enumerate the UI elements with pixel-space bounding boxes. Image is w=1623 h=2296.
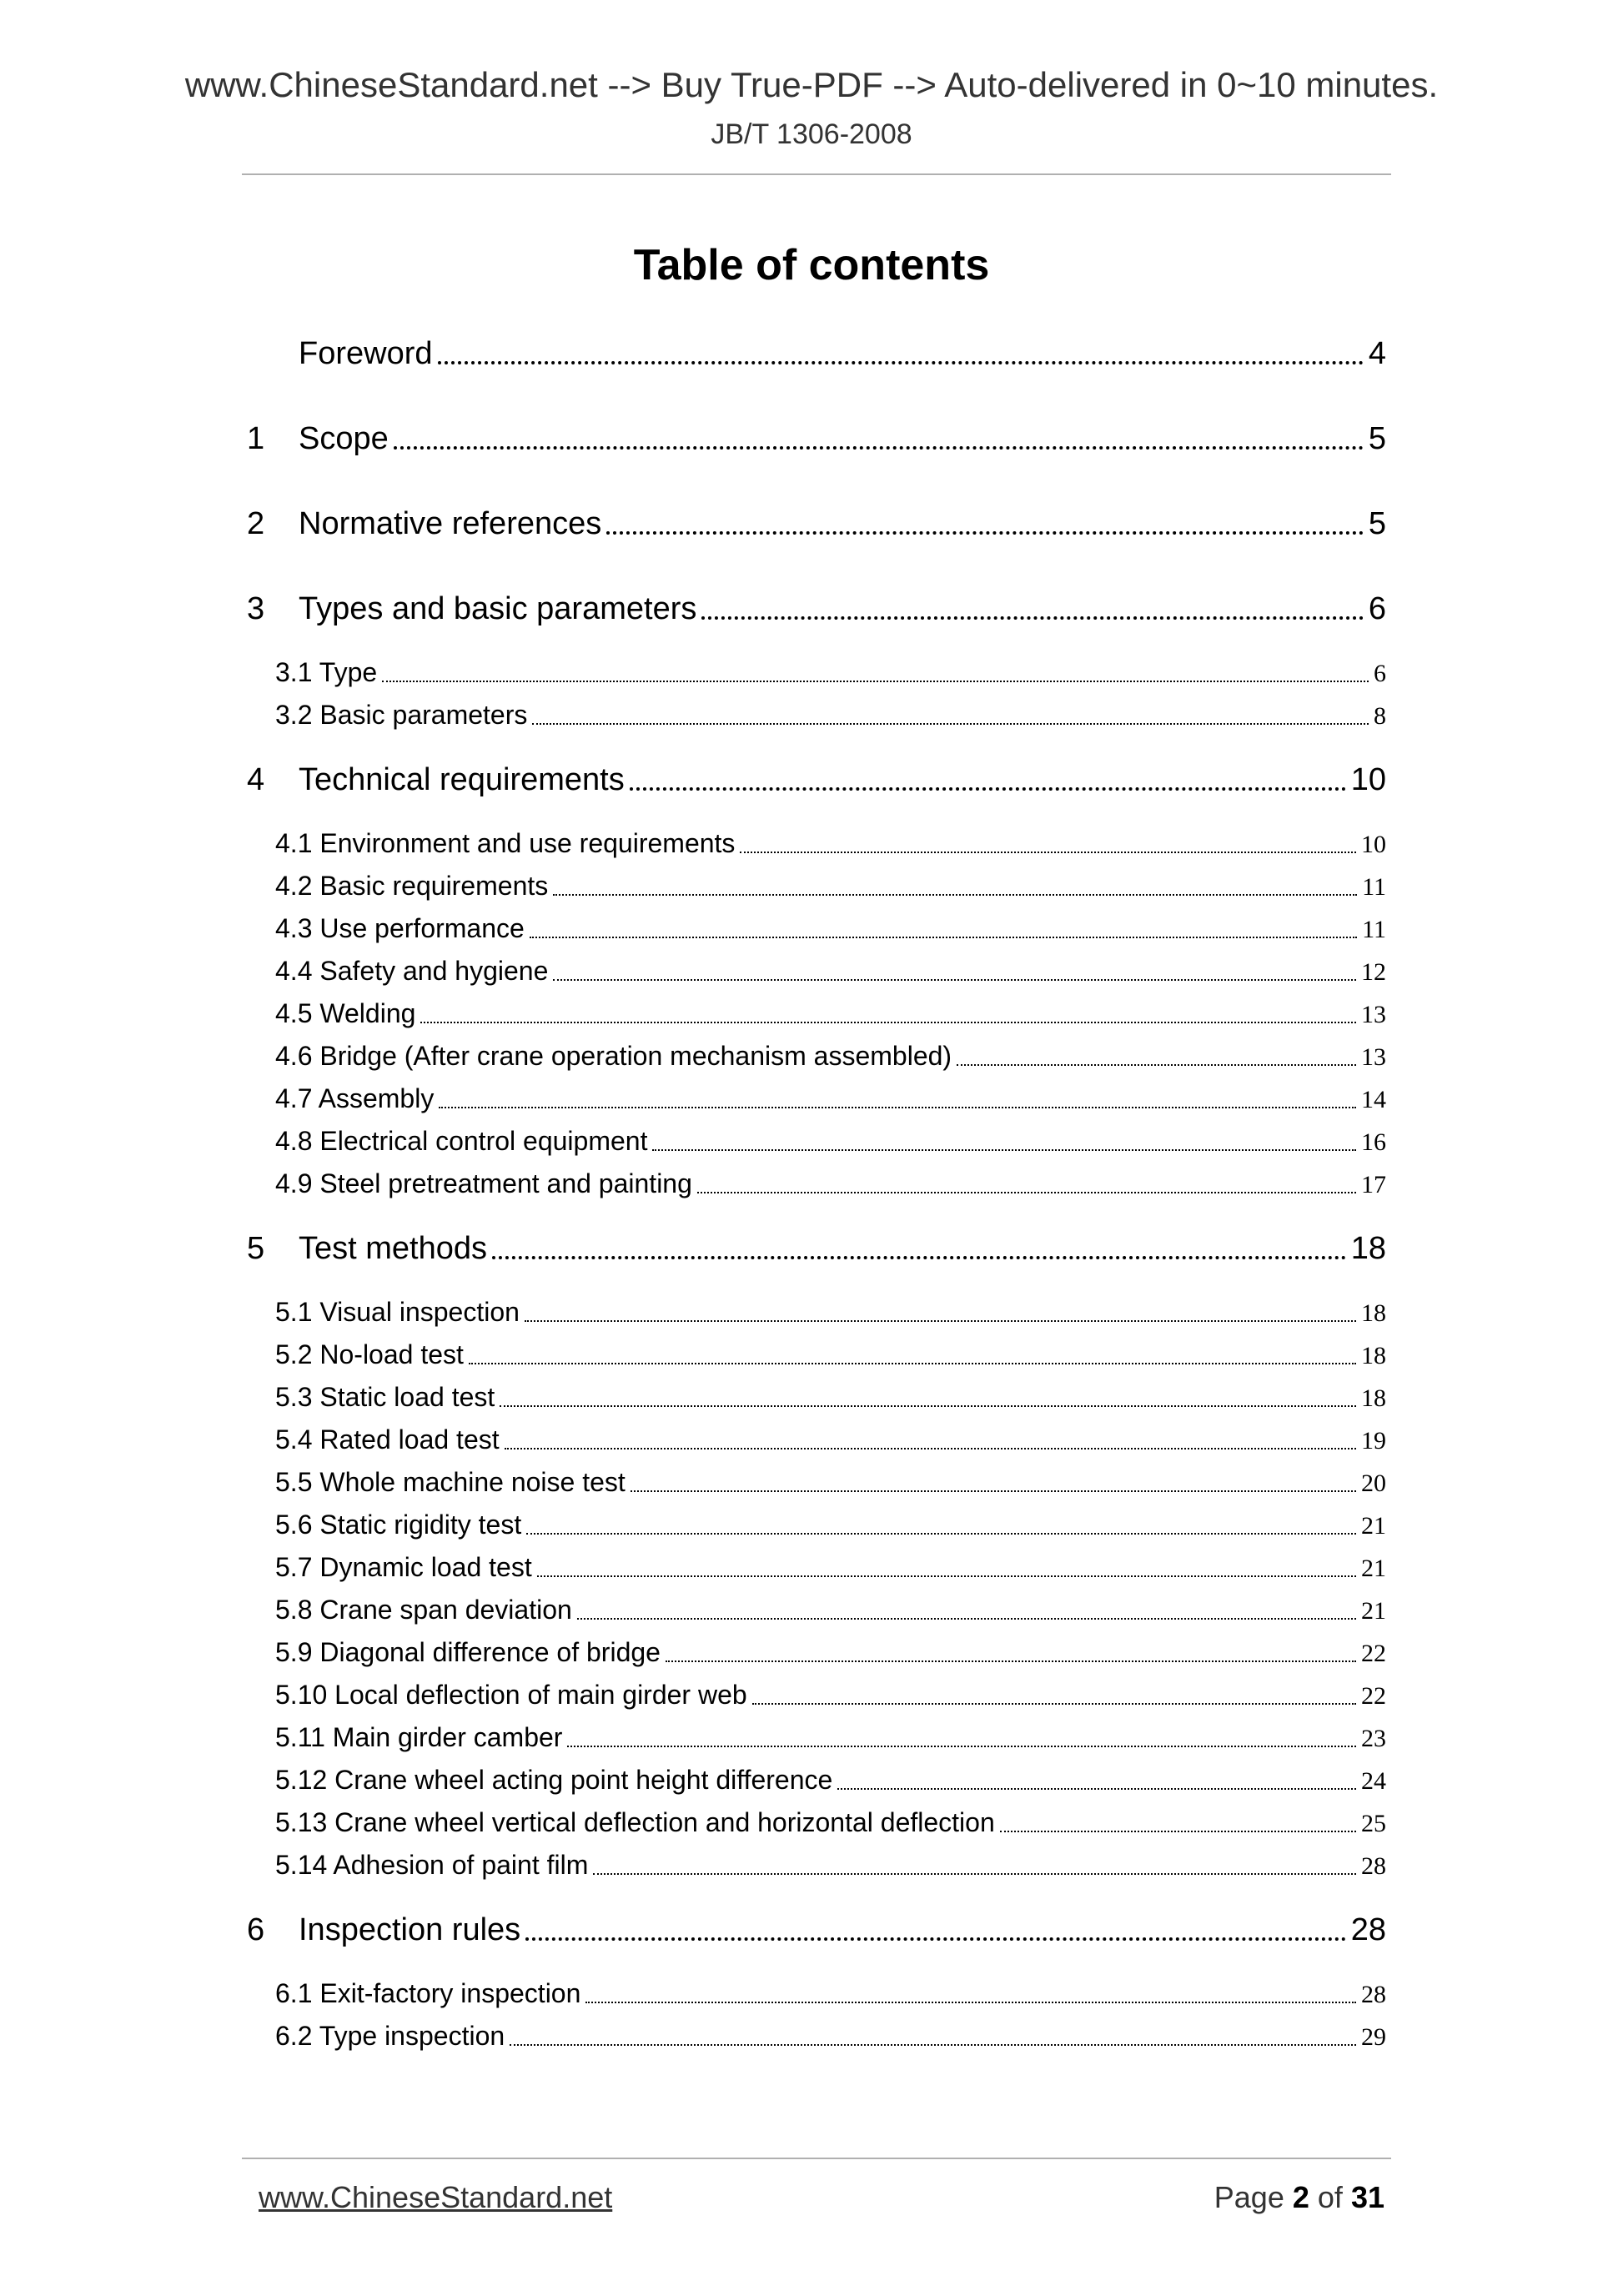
toc-entry-label: 6.1 Exit-factory inspection bbox=[275, 1978, 581, 2008]
toc-entry[interactable] bbox=[247, 1912, 1386, 1948]
toc-leader-dots bbox=[701, 616, 1364, 620]
toc-leader-dots bbox=[492, 1256, 1346, 1259]
toc-leader-dots bbox=[525, 1320, 1356, 1322]
toc-leader-dots bbox=[567, 1746, 1356, 1747]
toc-entry-label: 4.7 Assembly bbox=[275, 1083, 435, 1113]
toc-subentry[interactable] bbox=[275, 1041, 1386, 1072]
footer-link[interactable]: www.ChineseStandard.net bbox=[259, 2180, 613, 2214]
toc-leader-dots bbox=[420, 1022, 1356, 1023]
toc-entry-page: 23 bbox=[1361, 1725, 1386, 1752]
toc-entry-number: 5 bbox=[247, 1231, 265, 1266]
toc-subentry[interactable] bbox=[275, 1126, 1386, 1157]
toc-entry-page: 16 bbox=[1361, 1128, 1386, 1156]
toc-entry-label: 5.10 Local deflection of main girder web bbox=[275, 1680, 747, 1710]
toc-entry-label: 3.2 Basic parameters bbox=[275, 700, 528, 730]
toc-leader-dots bbox=[740, 852, 1356, 853]
toc-entry-label: 5.3 Static load test bbox=[275, 1382, 495, 1412]
toc-entry-label: Types and basic parameters bbox=[299, 591, 697, 626]
toc-entry-label: 4.4 Safety and hygiene bbox=[275, 956, 549, 986]
toc-entry-label: 5.8 Crane span deviation bbox=[275, 1595, 572, 1625]
toc-entry-label: Technical requirements bbox=[299, 762, 625, 797]
page-indicator bbox=[1214, 2180, 1384, 2215]
toc-subentry[interactable] bbox=[275, 2021, 1386, 2052]
toc-entry-label: 4.1 Environment and use requirements bbox=[275, 828, 736, 858]
toc-entry-page: 18 bbox=[1361, 1342, 1386, 1369]
toc-entry-page: 21 bbox=[1361, 1512, 1386, 1540]
toc-entry-page: 28 bbox=[1361, 1852, 1386, 1880]
toc-entry-page: 6 bbox=[1374, 660, 1386, 687]
toc-entry-page: 24 bbox=[1361, 1767, 1386, 1795]
toc-leader-dots bbox=[530, 937, 1357, 938]
toc-entry-label: 5.12 Crane wheel acting point height difference bbox=[275, 1765, 833, 1795]
toc-entry[interactable] bbox=[247, 762, 1386, 798]
toc-entry-page: 12 bbox=[1361, 958, 1386, 986]
toc-entry[interactable] bbox=[247, 421, 1386, 457]
toc-leader-dots bbox=[469, 1363, 1356, 1364]
toc-entry-page: 18 bbox=[1361, 1384, 1386, 1412]
toc-leader-dots bbox=[526, 1533, 1356, 1535]
toc-entry-page: 21 bbox=[1361, 1555, 1386, 1582]
toc-leader-dots bbox=[553, 979, 1356, 981]
page-word: Page bbox=[1213, 2180, 1284, 2214]
toc-leader-dots bbox=[666, 1660, 1356, 1662]
toc-leader-dots bbox=[438, 361, 1364, 364]
toc-entry-label: Inspection rules bbox=[299, 1912, 521, 1947]
toc-entry-label: 4.8 Electrical control equipment bbox=[275, 1126, 648, 1156]
toc-entry-page: 5 bbox=[1368, 506, 1386, 541]
toc-entry[interactable] bbox=[247, 1231, 1386, 1267]
toc-entry-page: 22 bbox=[1361, 1640, 1386, 1667]
toc-leader-dots bbox=[630, 787, 1346, 791]
toc-entry[interactable] bbox=[247, 591, 1386, 627]
toc-subentry[interactable] bbox=[275, 1978, 1386, 2009]
toc-subentry[interactable] bbox=[275, 913, 1386, 944]
toc-entry-page: 22 bbox=[1361, 1682, 1386, 1710]
page-total: 31 bbox=[1350, 2180, 1384, 2214]
toc-subentry[interactable] bbox=[275, 1168, 1386, 1199]
toc-entry-number: 3 bbox=[247, 591, 265, 626]
toc-leader-dots bbox=[537, 1575, 1356, 1577]
toc-entry-label: Test methods bbox=[299, 1231, 487, 1266]
toc-entry-page: 8 bbox=[1374, 702, 1386, 730]
toc-entry-page: 10 bbox=[1350, 762, 1386, 797]
toc-entry-label: 5.13 Crane wheel vertical deflection and horizontal deflection bbox=[275, 1807, 995, 1837]
toc-entry-page: 6 bbox=[1368, 591, 1386, 626]
toc-leader-dots bbox=[510, 2044, 1356, 2046]
toc-subentry[interactable] bbox=[275, 700, 1386, 731]
toc-subentry[interactable] bbox=[275, 956, 1386, 987]
toc-subentry[interactable] bbox=[275, 1850, 1386, 1881]
toc-entry-label: 5.9 Diagonal difference of bridge bbox=[275, 1637, 661, 1667]
toc-entry-page: 4 bbox=[1368, 336, 1386, 371]
toc-subentry[interactable] bbox=[275, 1552, 1386, 1583]
toc-entry[interactable] bbox=[247, 336, 1386, 372]
toc-entry-page: 14 bbox=[1361, 1086, 1386, 1113]
toc-entry-page: 29 bbox=[1361, 2023, 1386, 2051]
toc-entry-label: 5.7 Dynamic load test bbox=[275, 1552, 532, 1582]
toc-subentry[interactable] bbox=[275, 1595, 1386, 1625]
toc-entry-label: 4.3 Use performance bbox=[275, 913, 525, 943]
toc-entry-label: 5.4 Rated load test bbox=[275, 1424, 500, 1454]
toc-subentry[interactable] bbox=[275, 1339, 1386, 1370]
toc-leader-dots bbox=[382, 681, 1369, 682]
toc-entry[interactable] bbox=[247, 506, 1386, 542]
toc-entry-label: 4.5 Welding bbox=[275, 998, 416, 1028]
toc-leader-dots bbox=[553, 894, 1357, 896]
toc-leader-dots bbox=[1000, 1831, 1356, 1832]
toc-entry-page: 28 bbox=[1361, 1981, 1386, 2008]
toc-leader-dots bbox=[837, 1788, 1356, 1790]
toc-subentry[interactable] bbox=[275, 1382, 1386, 1413]
toc-entry-label: 4.2 Basic requirements bbox=[275, 871, 549, 901]
page-title: Table of contents bbox=[633, 241, 990, 289]
footer-divider bbox=[242, 2158, 1391, 2159]
toc-leader-dots bbox=[505, 1448, 1356, 1449]
toc-entry-page: 18 bbox=[1361, 1299, 1386, 1327]
toc-entry-label: 4.6 Bridge (After crane operation mechanism assembled) bbox=[275, 1041, 952, 1071]
toc-leader-dots bbox=[500, 1405, 1356, 1407]
toc-entry-number: 6 bbox=[247, 1912, 265, 1947]
toc-entry-page: 13 bbox=[1361, 1001, 1386, 1028]
toc-entry-page: 11 bbox=[1362, 916, 1386, 943]
toc-entry-label: 6.2 Type inspection bbox=[275, 2021, 505, 2051]
toc-entry-page: 18 bbox=[1350, 1231, 1386, 1266]
toc-leader-dots bbox=[532, 723, 1369, 725]
toc-subentry[interactable] bbox=[275, 1765, 1386, 1796]
toc-subentry[interactable] bbox=[275, 828, 1386, 859]
toc-entry-label: Scope bbox=[299, 421, 389, 456]
toc-entry-label: 3.1 Type bbox=[275, 657, 378, 687]
toc-leader-dots bbox=[697, 1192, 1356, 1193]
toc-entry-label: 5.14 Adhesion of paint film bbox=[275, 1850, 589, 1880]
header-banner: www.ChineseStandard.net --> Buy True-PDF --> Auto-delivered in 0~10 minutes. bbox=[184, 65, 1439, 104]
page-current: 2 bbox=[1292, 2180, 1309, 2214]
toc-leader-dots bbox=[525, 1937, 1346, 1941]
toc-entry-page: 21 bbox=[1361, 1597, 1386, 1625]
toc-entry-page: 11 bbox=[1362, 873, 1386, 901]
toc-entry-label: 5.1 Visual inspection bbox=[275, 1297, 520, 1327]
toc-leader-dots bbox=[439, 1107, 1356, 1108]
toc-entry-page: 10 bbox=[1361, 831, 1386, 858]
toc-entry-page: 5 bbox=[1368, 421, 1386, 456]
toc-entry-page: 25 bbox=[1361, 1810, 1386, 1837]
toc-leader-dots bbox=[631, 1490, 1356, 1492]
toc-entry-number: 1 bbox=[247, 421, 265, 456]
standard-code: JB/T 1306-2008 bbox=[711, 118, 912, 150]
toc-subentry[interactable] bbox=[275, 657, 1386, 688]
toc-subentry[interactable] bbox=[275, 1083, 1386, 1114]
page-of: of bbox=[1317, 2180, 1343, 2214]
toc-subentry[interactable] bbox=[275, 1297, 1386, 1328]
toc-entry-number: 4 bbox=[247, 762, 265, 797]
toc-leader-dots bbox=[394, 446, 1364, 450]
toc-entry-number: 2 bbox=[247, 506, 265, 541]
toc-subentry[interactable] bbox=[275, 998, 1386, 1029]
toc-subentry[interactable] bbox=[275, 1680, 1386, 1711]
toc-subentry[interactable] bbox=[275, 1637, 1386, 1668]
toc-leader-dots bbox=[652, 1149, 1356, 1151]
toc-leader-dots bbox=[585, 2002, 1356, 2003]
toc-entry-label: 5.5 Whole machine noise test bbox=[275, 1467, 626, 1497]
toc-leader-dots bbox=[957, 1064, 1356, 1066]
toc-subentry[interactable] bbox=[275, 1510, 1386, 1540]
toc-entry-page: 13 bbox=[1361, 1043, 1386, 1071]
toc-entry-page: 28 bbox=[1350, 1912, 1386, 1947]
toc-leader-dots bbox=[606, 531, 1364, 535]
toc-subentry[interactable] bbox=[275, 1424, 1386, 1455]
toc-leader-dots bbox=[752, 1703, 1356, 1705]
toc-leader-dots bbox=[577, 1618, 1356, 1620]
toc-leader-dots bbox=[593, 1873, 1356, 1875]
toc-entry-label: 5.2 No-load test bbox=[275, 1339, 464, 1369]
toc-entry-label: 4.9 Steel pretreatment and painting bbox=[275, 1168, 692, 1198]
toc-entry-label: 5.11 Main girder camber bbox=[275, 1722, 563, 1752]
toc-entry-label: 5.6 Static rigidity test bbox=[275, 1510, 522, 1540]
toc-entry-label: Foreword bbox=[299, 336, 433, 371]
toc-entry-page: 20 bbox=[1361, 1470, 1386, 1497]
toc-subentry[interactable] bbox=[275, 871, 1386, 902]
toc-subentry[interactable] bbox=[275, 1722, 1386, 1753]
toc-subentry[interactable] bbox=[275, 1467, 1386, 1498]
toc-entry-page: 17 bbox=[1361, 1171, 1386, 1198]
toc-entry-page: 19 bbox=[1361, 1427, 1386, 1454]
toc-entry-label: Normative references bbox=[299, 506, 602, 541]
toc-subentry[interactable] bbox=[275, 1807, 1386, 1838]
